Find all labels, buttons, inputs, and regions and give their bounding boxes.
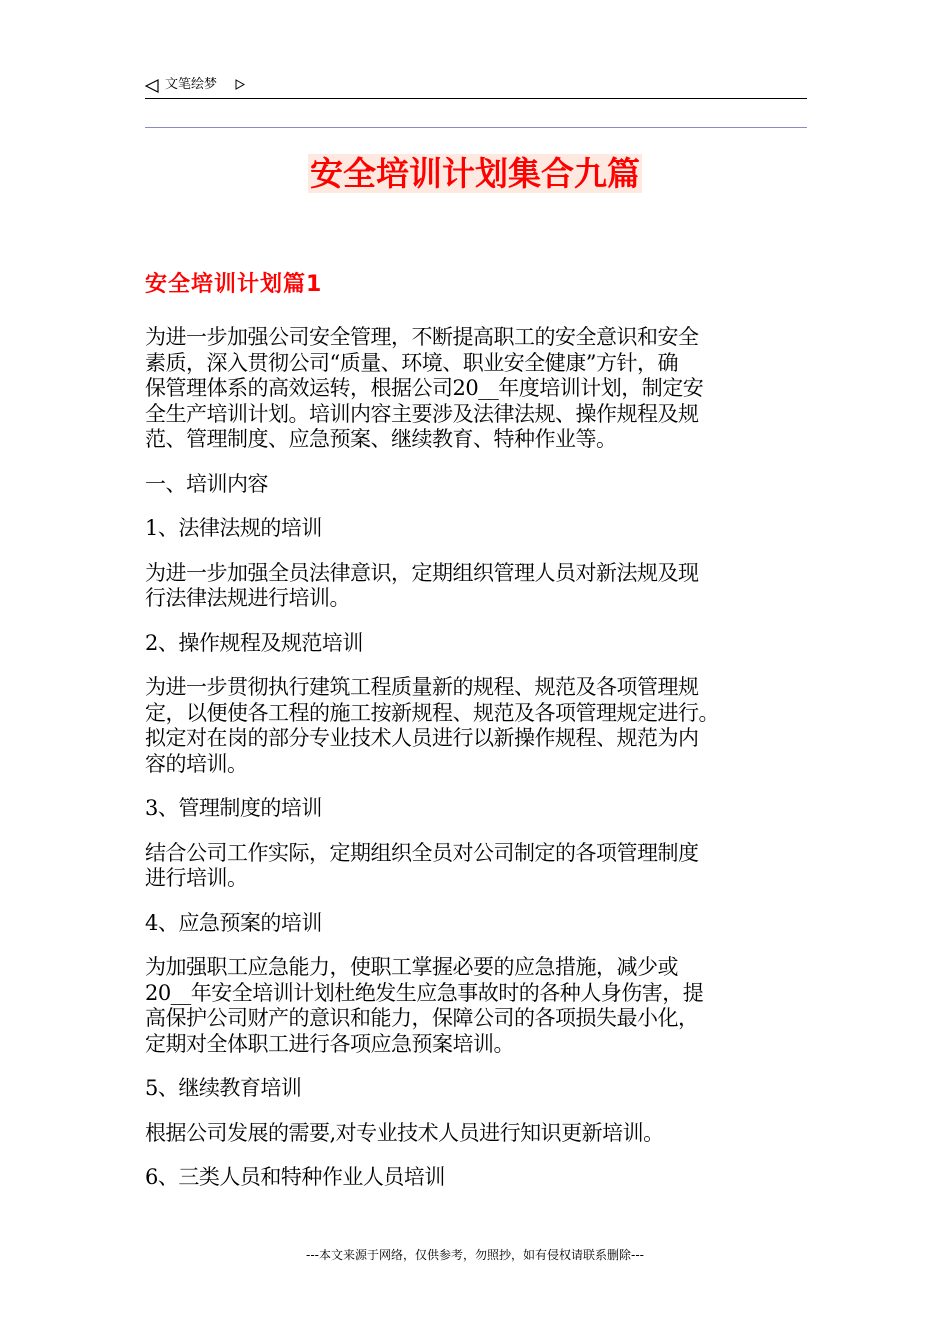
subheading: 1、法律法规的培训 xyxy=(145,516,322,540)
paragraph: 根据公司发展的需要,对专业技术人员进行知识更新培训。 xyxy=(145,1120,664,1145)
paragraph: 为进一步加强全员法律意识，定期组织管理人员对新法规及现 行法律法规进行培训。 xyxy=(145,560,699,610)
header-divider xyxy=(145,127,807,128)
subheading: 6、三类人员和特种作业人员培训 xyxy=(145,1165,445,1189)
page-footer-disclaimer: ---本文来源于网络，仅供参考，勿照抄，如有侵权请联系删除--- xyxy=(306,1248,644,1262)
triangle-right-outline-icon xyxy=(235,79,245,90)
subheading: 5、继续教育培训 xyxy=(145,1076,302,1100)
document-title-text: 安全培训计划集合九篇 xyxy=(310,154,640,193)
page-header xyxy=(145,74,807,99)
paragraph: 为进一步加强公司安全管理，不断提高职工的安全意识和安全 素质，深入贯彻公司“质量、环境、职业安全健康”方针，确 保管理体系的高效运转，根据公司20__年度培训计划，制定安 全生产培训计划。培训内容主要涉及法律法规、操作规程及规 范、管理制度、应急预案、继续教育、特种作业等。 xyxy=(145,325,704,451)
triangle-left-outline-icon xyxy=(145,79,159,93)
paragraph: 为进一步贯彻执行建筑工程质量新的规程、规范及各项管理规 定，以便使各工程的施工按新规程、规范及各项管理规定进行。 拟定对在岗的部分专业技术人员进行以新操作规程、规范为内 容的培训。 xyxy=(145,675,719,776)
brand-name: 文笔绘梦 xyxy=(165,77,218,92)
heading-training-content: 一、培训内容 xyxy=(145,471,268,496)
subheading: 3、管理制度的培训 xyxy=(145,796,322,820)
paragraph: 结合公司工作实际，定期组织全员对公司制定的各项管理制度 进行培训。 xyxy=(145,840,699,890)
subheading: 2、操作规程及规范培训 xyxy=(145,630,363,655)
paragraph: 为加强职工应急能力，使职工掌握必要的应急措施，减少或 20__年安全培训计划杜绝发生应急事故时的各种人身伤害，提 高保护公司财产的意识和能力，保障公司的各项损失最小化， 定期对全体职工进行各项应急预案培训。 xyxy=(145,955,704,1056)
section-title: 安全培训计划篇1 xyxy=(145,272,323,297)
subheading: 4、应急预案的培训 xyxy=(145,910,322,935)
document-body xyxy=(145,325,810,1210)
document-title xyxy=(0,152,950,196)
